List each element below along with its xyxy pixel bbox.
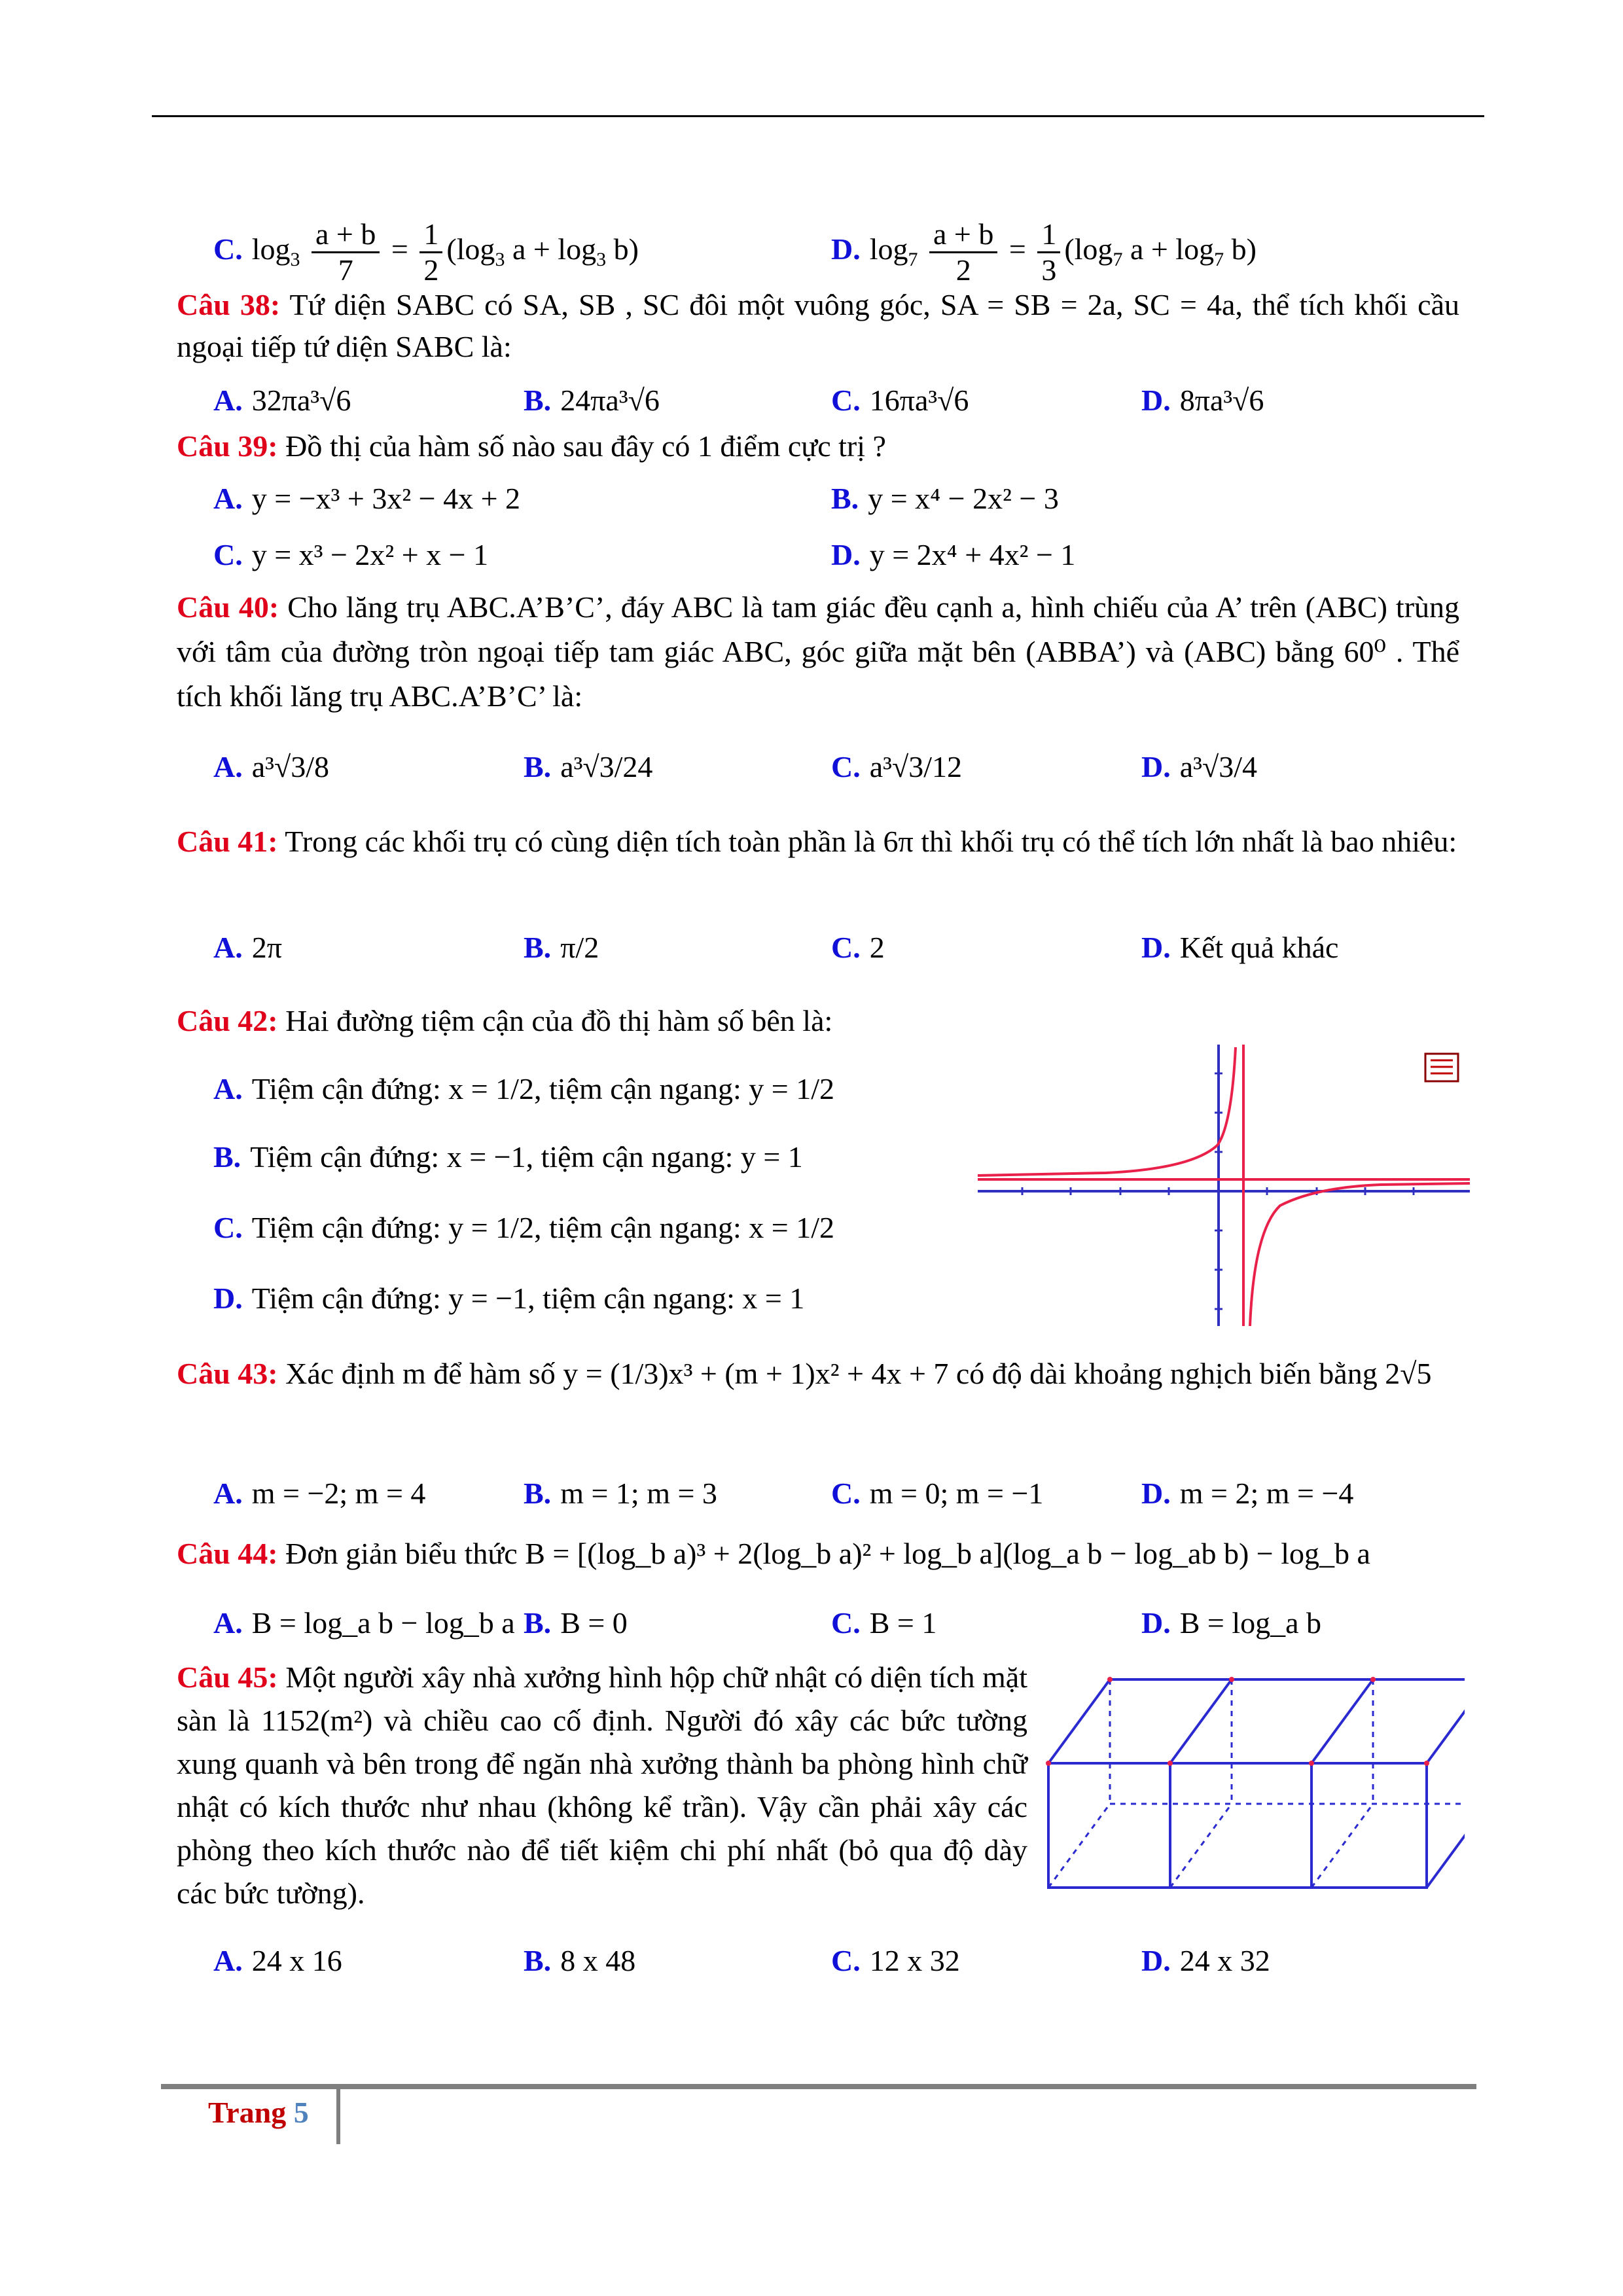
- q41-option-d[interactable]: [1141, 927, 1338, 969]
- q38-option-b[interactable]: [524, 380, 660, 422]
- option-text: B = 1: [869, 1606, 937, 1640]
- question-45: [177, 1656, 1027, 1915]
- option-letter: D.: [1141, 1944, 1171, 1977]
- q40-option-a[interactable]: [213, 746, 329, 788]
- q42-option-d[interactable]: [213, 1278, 804, 1319]
- option-text: 16πa³√6: [869, 384, 969, 417]
- q44-option-c[interactable]: [831, 1602, 936, 1644]
- q45-option-c[interactable]: [831, 1940, 960, 1982]
- box-right-face: [1427, 1679, 1465, 1888]
- footer-divider: [336, 2089, 340, 2144]
- q45-option-a[interactable]: [213, 1940, 342, 1982]
- option-text: a³√3/24: [560, 750, 653, 783]
- option-text: 24 x 32: [1179, 1944, 1270, 1977]
- question-42: [177, 1000, 1459, 1042]
- box-top-left-edge: [1048, 1679, 1110, 1763]
- q42-option-a[interactable]: [213, 1068, 834, 1110]
- option-text: B = log_a b − log_b a: [251, 1606, 515, 1640]
- option-text: Tiệm cận đứng: x = 1/2, tiệm cận ngang: y = 1/2: [251, 1072, 834, 1105]
- hidden-bottom-left: [1048, 1804, 1110, 1888]
- option-letter: A.: [213, 384, 243, 417]
- hidden-partition-2: [1311, 1679, 1373, 1888]
- question-text: Đồ thị của hàm số nào sau đây có 1 điểm cực trị ?: [285, 429, 886, 463]
- q41-option-b[interactable]: [524, 927, 599, 969]
- option-text: m = 1; m = 3: [560, 1477, 717, 1510]
- question-text: Xác định m để hàm số y = (1/3)x³ + (m + 1)x² + 4x + 7 có độ dài khoảng nghịch biến bằng 2√5: [285, 1357, 1432, 1390]
- page-footer: [208, 2092, 309, 2134]
- question-text: Tứ diện SABC có SA, SB , SC đôi một vuông góc, SA = SB = 2a, SC = 4a, thể tích khối cầu ngoại tiếp tứ diện SABC là:: [177, 288, 1459, 363]
- question-label: Câu 42:: [177, 1004, 278, 1037]
- q41-option-a[interactable]: [213, 927, 282, 969]
- q38-option-a[interactable]: [213, 380, 351, 422]
- graph-branch-left: [978, 1047, 1236, 1175]
- q37-option-c[interactable]: C. $\log_3$ $\frac{a + b}{7}$ = $\frac{1}{2}$ ($\log_3$ $a + \log_3 b$): [213, 217, 639, 287]
- question-41: [177, 821, 1459, 863]
- option-text: 24 x 16: [251, 1944, 342, 1977]
- question-text: Hai đường tiệm cận của đồ thị hàm số bên là:: [285, 1004, 833, 1037]
- warehouse-box-figure: [1046, 1676, 1465, 1892]
- option-text: y = x⁴ − 2x² − 3: [868, 482, 1059, 515]
- question-44: [177, 1533, 1459, 1575]
- option-letter: D.: [1141, 384, 1171, 417]
- q39-option-c[interactable]: [213, 534, 488, 576]
- question-label: Câu 39:: [177, 429, 278, 463]
- option-letter: D.: [213, 1282, 243, 1315]
- q40-option-d[interactable]: [1141, 746, 1257, 788]
- question-40: [177, 585, 1459, 719]
- q42-option-c[interactable]: [213, 1207, 834, 1249]
- question-label: Câu 44:: [177, 1537, 278, 1570]
- question-label: Câu 40:: [177, 590, 279, 624]
- menu-icon: [1425, 1054, 1458, 1081]
- option-text: y = x³ − 2x² + x − 1: [251, 538, 489, 571]
- question-text: Cho lăng trụ ABC.A’B’C’, đáy ABC là tam giác đều cạnh a, hình chiếu của A’ trên (ABC) trùng với tâm của đường tròn ngoại tiếp tam giác ABC, góc giữa mặt bên (ABBA’) và (ABC) bằng 60⁰ . Thể tích khối lăng trụ ABC.A’B’C’ là:: [177, 590, 1460, 713]
- option-text: m = 2; m = −4: [1179, 1477, 1354, 1510]
- option-letter: D.: [831, 538, 861, 571]
- graph-branch-right: [1250, 1183, 1470, 1326]
- q43-option-c[interactable]: [831, 1473, 1043, 1515]
- question-text: Trong các khối trụ có cùng diện tích toàn phần là 6π thì khối trụ có thể tích lớn nhất là bao nhiêu:: [285, 825, 1457, 858]
- asymptote-graph: [975, 1041, 1472, 1329]
- option-letter: C.: [213, 1211, 243, 1244]
- q42-option-b[interactable]: [213, 1136, 803, 1178]
- q43-option-a[interactable]: [213, 1473, 425, 1515]
- option-text: 2: [869, 931, 885, 964]
- q44-option-b[interactable]: [524, 1602, 628, 1644]
- option-letter: C.: [213, 232, 243, 266]
- option-letter: C.: [831, 1477, 861, 1510]
- option-letter: B.: [524, 931, 552, 964]
- option-text: y = −x³ + 3x² − 4x + 2: [251, 482, 521, 515]
- q40-option-c[interactable]: [831, 746, 962, 788]
- question-text: Một người xây nhà xưởng hình hộp chữ nhật có diện tích mặt sàn là 1152(m²) và chiều cao cố định. Người đó xây các bức tường xung quanh và bên trong để ngăn nhà xưởng thành ba phòng hình chữ nhật có kích thước như nhau (không kể trần). Vậy cần phải xây các phòng theo kích thước nào để tiết kiệm chi phí nhất (bỏ qua độ dày các bức tường).: [177, 1660, 1028, 1910]
- q37-option-d[interactable]: D. $\log_7$ $\frac{a + b}{2}$ = $\frac{1}{3}$ ($\log_7$ $a + \log_7 b$): [831, 217, 1257, 287]
- footer-word: Trang: [208, 2096, 287, 2129]
- question-text: Đơn giản biểu thức B = [(log_b a)³ + 2(log_b a)² + log_b a](log_a b − log_ab b) − log_b a: [285, 1537, 1370, 1570]
- option-letter: C.: [831, 931, 861, 964]
- q39-option-a[interactable]: [213, 478, 520, 520]
- option-letter: A.: [213, 1477, 243, 1510]
- q45-option-d[interactable]: [1141, 1940, 1270, 1982]
- option-letter: C.: [831, 1606, 861, 1640]
- option-text: a³√3/4: [1179, 750, 1257, 783]
- option-letter: C.: [831, 1944, 861, 1977]
- q41-option-c[interactable]: [831, 927, 885, 969]
- q44-option-d[interactable]: [1141, 1602, 1321, 1644]
- option-text: y = 2x⁴ + 4x² − 1: [869, 538, 1076, 571]
- option-letter: D.: [831, 232, 861, 266]
- option-text: 32πa³√6: [251, 384, 351, 417]
- q40-option-b[interactable]: [524, 746, 652, 788]
- option-letter: B.: [524, 1944, 552, 1977]
- question-label: Câu 41:: [177, 825, 278, 858]
- box-front-face: [1048, 1763, 1427, 1888]
- option-text: a³√3/8: [251, 750, 329, 783]
- option-letter: B.: [524, 384, 552, 417]
- option-letter: A.: [213, 1606, 243, 1640]
- q38-option-d[interactable]: [1141, 380, 1264, 422]
- option-letter: D.: [1141, 750, 1171, 783]
- option-text: Tiệm cận đứng: y = 1/2, tiệm cận ngang: x = 1/2: [251, 1211, 834, 1244]
- vertex-dots: [1046, 1677, 1465, 1766]
- option-text: 8πa³√6: [1179, 384, 1264, 417]
- q43-option-d[interactable]: [1141, 1473, 1353, 1515]
- header-rule: [152, 115, 1484, 117]
- option-letter: B.: [213, 1140, 241, 1174]
- option-letter: D.: [1141, 1606, 1171, 1640]
- partition-2: [1311, 1679, 1373, 1888]
- option-letter: B.: [524, 1477, 552, 1510]
- question-38: [177, 284, 1459, 368]
- option-letter: A.: [213, 1072, 243, 1105]
- option-letter: A.: [213, 750, 243, 783]
- partition-1: [1170, 1679, 1232, 1888]
- option-text: 2π: [251, 931, 282, 964]
- option-letter: B.: [524, 1606, 552, 1640]
- q38-option-c[interactable]: [831, 380, 969, 422]
- option-text: m = −2; m = 4: [251, 1477, 426, 1510]
- option-text: Tiệm cận đứng: y = −1, tiệm cận ngang: x = 1: [251, 1282, 805, 1315]
- question-label: Câu 38:: [177, 288, 281, 321]
- option-letter: D.: [1141, 931, 1171, 964]
- question-43: [177, 1344, 1459, 1403]
- option-letter: A.: [213, 1944, 243, 1977]
- q39-option-d[interactable]: [831, 534, 1075, 576]
- option-letter: A.: [213, 931, 243, 964]
- footer-rule: [161, 2084, 1476, 2089]
- page-number: 5: [293, 2096, 309, 2129]
- option-letter: B.: [831, 482, 859, 515]
- option-letter: D.: [1141, 1477, 1171, 1510]
- question-label: Câu 43:: [177, 1357, 278, 1390]
- option-letter: A.: [213, 482, 243, 515]
- option-text: 24πa³√6: [560, 384, 660, 417]
- option-letter: C.: [831, 384, 861, 417]
- option-text: B = log_a b: [1179, 1606, 1322, 1640]
- option-text: π/2: [560, 931, 599, 964]
- option-text: Kết quả khác: [1179, 931, 1339, 964]
- q43-option-b[interactable]: [524, 1473, 717, 1515]
- question-39: [177, 425, 1459, 467]
- option-text: a³√3/12: [869, 750, 962, 783]
- option-text: 8 x 48: [560, 1944, 636, 1977]
- option-letter: B.: [524, 750, 552, 783]
- question-label: Câu 45:: [177, 1660, 278, 1694]
- hidden-partition-1: [1170, 1679, 1232, 1888]
- option-letter: C.: [213, 538, 243, 571]
- option-text: m = 0; m = −1: [869, 1477, 1044, 1510]
- q44-option-a[interactable]: [213, 1602, 515, 1644]
- option-text: 12 x 32: [869, 1944, 960, 1977]
- option-text: Tiệm cận đứng: x = −1, tiệm cận ngang: y = 1: [250, 1140, 803, 1174]
- option-letter: C.: [831, 750, 861, 783]
- option-text: B = 0: [560, 1606, 628, 1640]
- q39-option-b[interactable]: [831, 478, 1059, 520]
- q45-option-b[interactable]: [524, 1940, 635, 1982]
